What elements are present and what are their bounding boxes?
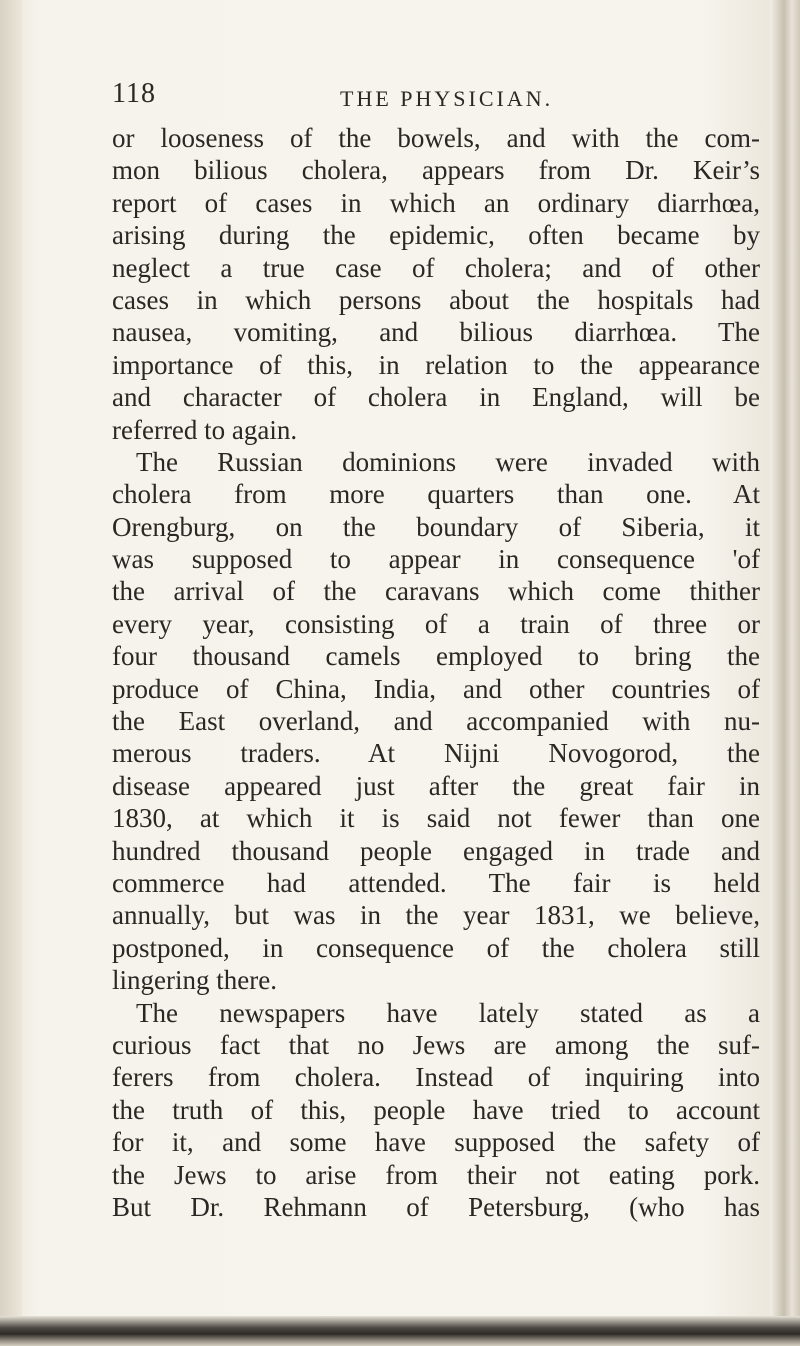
text-line: curious fact that no Jews are among the suf- — [112, 1029, 760, 1060]
text-line: importance of this, in relation to the appearance — [112, 349, 760, 380]
page-left-edge — [0, 0, 22, 1346]
text-line: arising during the epidemic, often became by — [112, 220, 760, 251]
text-line: the truth of this, people have tried to account — [112, 1094, 760, 1125]
text-line: referred to again. — [112, 414, 298, 445]
running-head: THE PHYSICIAN. — [340, 86, 554, 111]
text-line: four thousand camels employed to bring the — [112, 641, 760, 672]
page-gutter-edge — [770, 0, 800, 1346]
scan-bottom-shadow — [0, 1316, 800, 1346]
text-line: Orengburg, on the boundary of Siberia, it — [112, 511, 760, 542]
text-line: was supposed to appear in consequence 'of — [112, 544, 760, 575]
page-number: 118 — [112, 78, 156, 109]
body-text — [112, 122, 760, 1223]
text-line: report of cases in which an ordinary diarrhœa, — [112, 187, 760, 218]
text-line: 1830, at which it is said not fewer than one — [112, 803, 760, 834]
text-line: the Jews to arise from their not eating pork. — [112, 1159, 760, 1190]
text-line: lingering there. — [112, 965, 277, 996]
text-line: merous traders. At Nijni Novogorod, the — [112, 738, 760, 769]
text-line: neglect a true case of cholera; and of other — [112, 252, 760, 283]
text-line: nausea, vomiting, and bilious diarrhœa. The — [112, 317, 760, 348]
text-line: or looseness of the bowels, and with the com- — [112, 123, 760, 153]
paragraph-start-line: The newspapers have lately stated as a — [136, 997, 760, 1028]
paragraph-start-line: The Russian dominions were invaded with — [136, 446, 760, 477]
text-line: ferers from cholera. Instead of inquiring into — [112, 1062, 760, 1093]
page-header — [112, 78, 712, 118]
text-line: But Dr. Rehmann of Petersburg, (who has — [112, 1191, 760, 1222]
text-line: cases in which persons about the hospitals had — [112, 284, 760, 315]
text-line: commerce had attended. The fair is held — [112, 867, 760, 898]
text-line: annually, but was in the year 1831, we believe, — [112, 900, 760, 931]
text-line: postponed, in consequence of the cholera still — [112, 932, 760, 963]
text-line: every year, consisting of a train of three or — [112, 608, 760, 639]
text-line: for it, and some have supposed the safety of — [112, 1127, 760, 1158]
text-line: the East overland, and accompanied with nu- — [112, 706, 760, 737]
text-line: disease appeared just after the great fair in — [112, 770, 760, 801]
text-line: mon bilious cholera, appears from Dr. Keir’s — [112, 155, 760, 186]
text-line: produce of China, India, and other countries of — [112, 673, 760, 704]
text-line: and character of cholera in England, will be — [112, 382, 760, 413]
text-line: the arrival of the caravans which come thither — [112, 576, 760, 607]
text-line: cholera from more quarters than one. At — [112, 479, 760, 510]
text-line: hundred thousand people engaged in trade and — [112, 835, 760, 866]
